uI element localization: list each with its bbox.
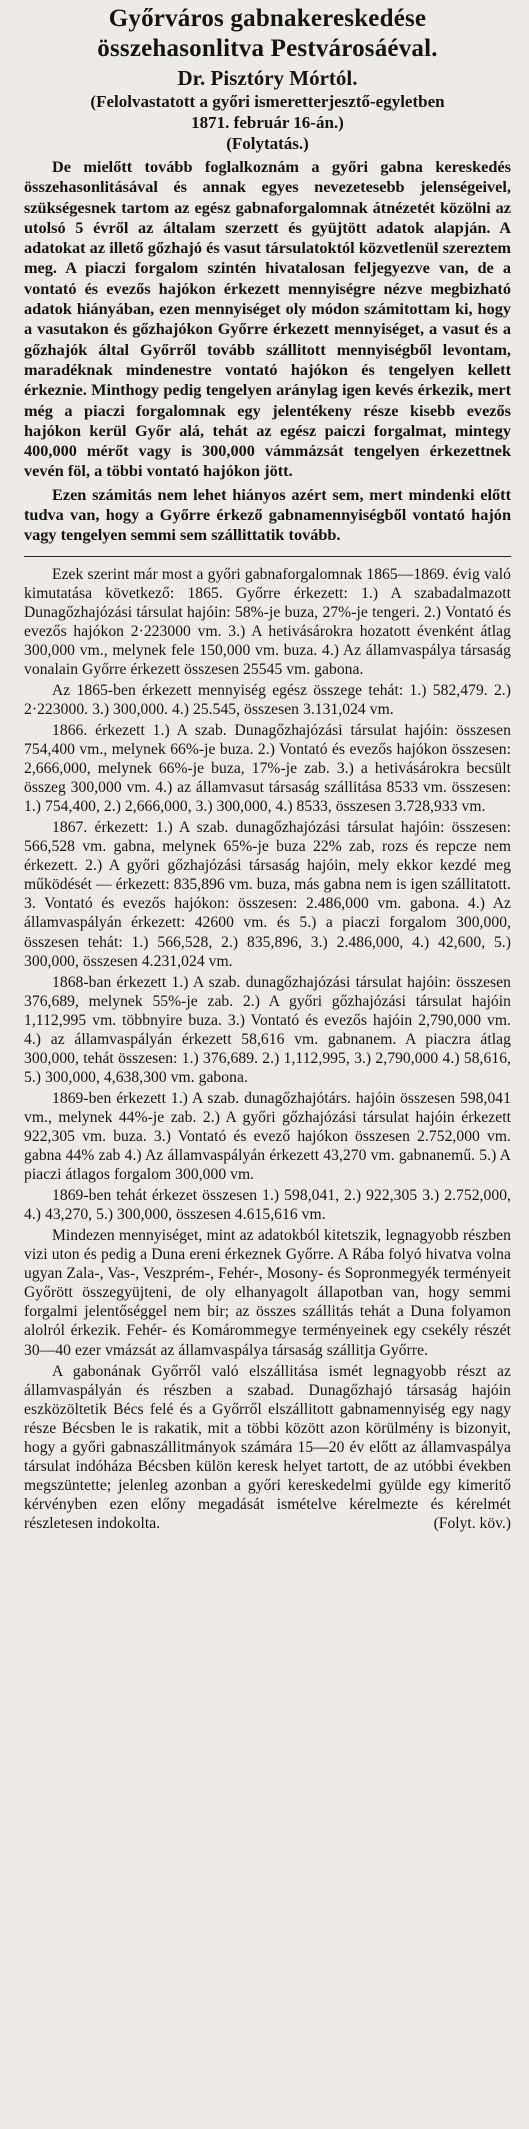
continuation-note: (Folytatás.) <box>226 134 309 153</box>
article-title-line2: összehasonlitva Pestvárosáéval. <box>97 35 438 62</box>
to-be-continued-note: (Folyt. köv.) <box>433 1514 511 1532</box>
body-paragraph: 1867. érkezett: 1.) A szab. dunagőzhajózási társulat hajóin: összesen: 566,528 vm. gabna, melynek 65%-je buza 22% zab, rozs és repcze nem érkezett. 2.) A győri gőzhajózási társaság hajóin, mely ekkor kezdé meg működését — érkezett: 835,896 vm. buza, más gabna nem is igen szállitatott. 3. Vontató és evezős hajókon: összesen: 2.486,000 vm. gabona. 4.) Az államvaspályán érkezett: 42600 vm. és 5.) a piaczi forgalom 300,000, összesen tehát: 1.) 566,528, 2.) 835,896, 3.) 2.486,000, 4.) 42,600, 5.) 300,000, összesen 4.231,024 vm. <box>24 819 511 970</box>
article-subtitle-line2: 1871. február 16-án.) <box>191 113 344 132</box>
body-paragraph: 1866. érkezett 1.) A szab. Dunagőzhajózási társulat hajóin: összesen 754,400 vm., melynek 66%-je buza. 2.) Vontató és evezős hajókon összesen: 2,666,000, melynek 66%-je buza, 17%-je zab. 3.) a hetivásárokra becsült összeg 300,000 vm. 4.) az államvasut társaság szállitása 8533 vm. összesen: 1.) 754,400, 2.) 2,666,000, 3.) 300,000, 4.) 8533, összesen 3.728,933 vm. <box>24 722 511 816</box>
body-paragraph: Mindezen mennyiséget, mint az adatokból kitetszik, legnagyobb részben vizi uton és pedig a Duna ereni érkeznek Győrre. A Rába folyó hivatva volna ugyan Zala-, Vas-, Veszprém-, Fehér-, Mosony- és Sopronmegyék terményeit Győrött összegyüjteni, de oly elhanyagolt állapotban van, hogy semmi forgalmi jelentőséggel nem bir; az összes szállitás tehát a Duna folyamon alolról érkezik. Fehér- és Komárommegye terményeinek egy csekély részét 30—40 ezer vmázsát az államvaspálya társaság szállitja Győrre. <box>24 1227 511 1359</box>
section-divider <box>24 556 511 557</box>
article-subtitle-line1: (Felolvastatott a győri ismeretterjesztő-egyletben <box>90 92 445 111</box>
body-paragraph: 1868-ban érkezett 1.) A szab. dunagőzhajózási társulat hajóin: összesen 376,689, melynek 55%-je zab. 2.) A győri gőzhajózási társulat hajóin 1,112,995 vm. többnyire buza. 3.) Vontató és evezős hajóin 2,790,000 vm. 4.) az államvaspályán érkezett 58,616 vm. gabnanem. A piaczra átlag 300,000, tehát összesen: 1.) 376,689. 2.) 1,112,995, 3.) 2,790,000 4.) 58,616, 5.) 300,000, 4,638,300 vm. gabona. <box>24 973 511 1086</box>
body-paragraph: 1869-ben érkezett 1.) A szab. dunagőzhajótárs. hajóin összesen 598,041 vm., melynek 44%-je zab. 2.) A győri gőzhajózási társulat hajóin érkezett 922,305 vm. buza. 3.) Vontató és evező hajókon összesen 2.752,000 vm. gabna 44% zab 4.) Az államvaspályán érkezett 43,270 vm. gabnanemű. 5.) A piaczi átlagos forgalom 300,000 vm. <box>24 1089 511 1184</box>
body-paragraph: Ezek szerint már most a győri gabnaforgalomnak 1865—1869. évig való kimutatása következő: 1865. Győrre érkezett: 1.) A szabadalmazott Dunagőzhajózási társulat hajóin: 58%-je buza, 27%-je tengeri. 2.) Vontató és evezős hajókon 2·223000 vm. 3.) A hetivásárokra hozatott évenként átlag 300,000 vm., melynek fele 150,000 vm. buza. 4.) Az államvaspálya társaság vonalain Győrre érkezett összesen 25545 vm. gabona. <box>24 565 511 678</box>
lead-paragraph: De mielőtt tovább foglalkoznám a győri gabna kereskedés összehasonlitásával és annak egyes nevezetesebb jelenségeivel, szükségesnek tartom az egész gabnaforgalomnak átnézetét közölni az utolsó 5 évről az általam szerzett és gyüjtött adatok alapján. A adatokat az illető gőzhajó és vasut társulatoktól közvetlenül szereztem meg. A piaczi forgalom szintén hivatalosan feljegyezve van, de a vontató és evezős hajókon érkezett mennyiségre nézve megbizható adatok hiányában, ezen mennyiséget oly módon számitottam ki, hogy a vasutakon és gőzhajókon Győrre érkezett mennyiséget, a vasut és a gőzhajók által Győrről tovább szállitott mennyiségből levontam, maradéknak mindenestre vontató hajókon és tengelyen kellett érkeznie. Minthogy pedig tengelyen aránylag igen kevés érkezik, mert még a piaczi forgalomnak egy jelentékeny része kisebb evezős hajókon kerül Győr alá, tehát az egész paiczi forgalmat, mintegy 400,000 mérőt vagy is 300,000 vámmázsát tengelyen érkezettnek vevén föl, a többi vontató hajókon jött. <box>24 157 511 481</box>
body-paragraph: 1869-ben tehát érkezet összesen 1.) 598,041, 2.) 922,305 3.) 2.752,000, 4.) 43,270, 5.) 300,000, összesen 4.615,616 vm. <box>24 1187 511 1224</box>
lead-paragraph: Ezen számitás nem lehet hiányos azért sem, mert mindenki előtt tudva van, hogy a Győrre érkező gabnamennyiségből vontató hajón vagy tengelyen semmi sem szállittatik tovább. <box>24 484 511 545</box>
article-title-line1: Győrváros gabnakereskedése <box>108 5 427 32</box>
body-paragraph: Az 1865-ben érkezett mennyiség egész összege tehát: 1.) 582,479. 2.) 2·223000. 3.) 300,000. 4.) 25.545, összesen 3.131,024 vm. <box>24 681 511 718</box>
body-paragraph: A gabonának Győrről való elszállitása ismét legnagyobb részt az államvaspályán és részben a szabad. Dunagőzhajó társaság hajóin eszközöltetik Bécs felé és a Győrről elszállitott gabnamennyiség egy nagy része Bécsben le is rakatik, mit a többi között azon körülmény is bizonyit, hogy a győri gabnaszállitmányok számára 15—20 év előtt az államvaspálya társulat indóháza Bécsben külön keresk helyet tartott, de az utóbbi években megszüntette; jelenleg azonban a győri kereskedelmi gyülde egy kimeritő kérvényben ezen előny megadását ismételve kérelmezte és kérelmét részletesen indokolta. <box>24 1362 511 1532</box>
article-author: Dr. Pisztóry Mórtól. <box>177 66 358 90</box>
